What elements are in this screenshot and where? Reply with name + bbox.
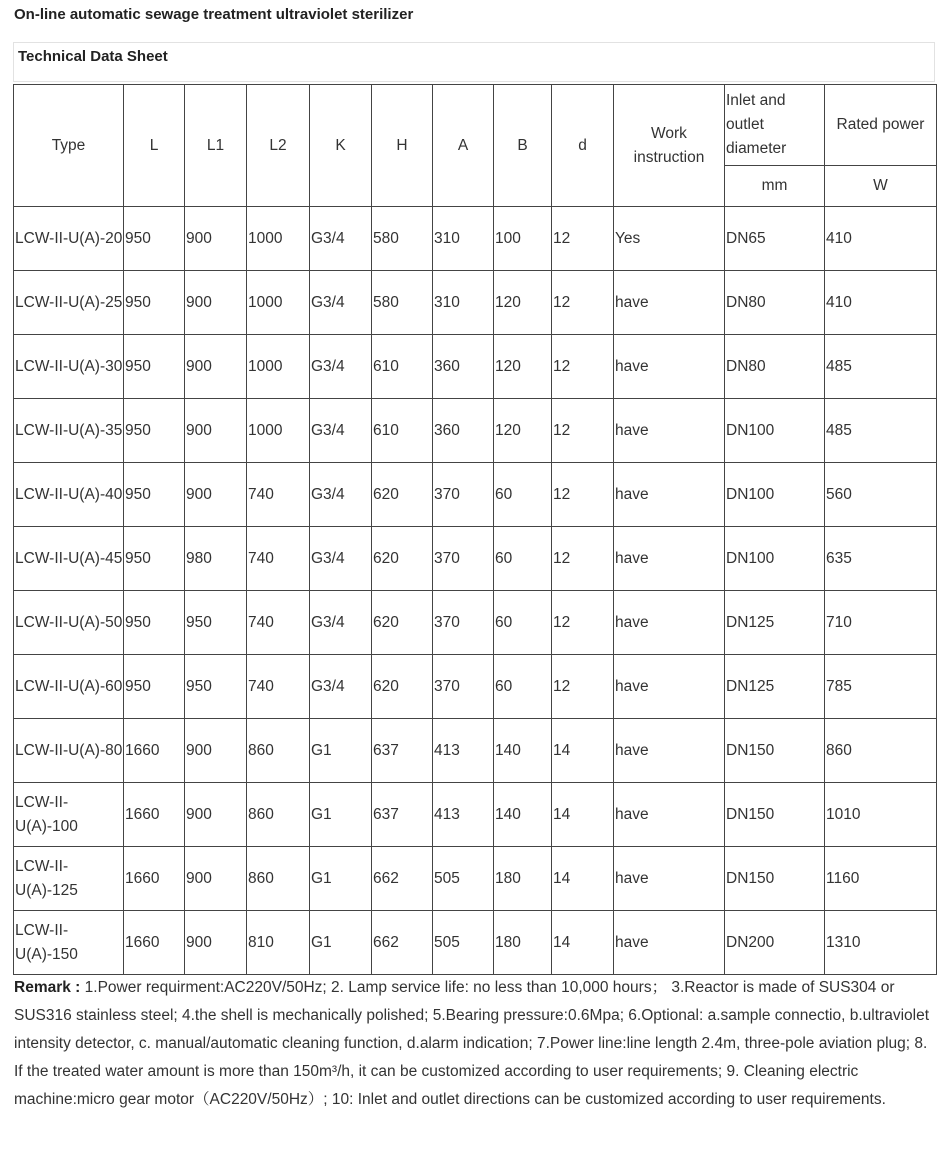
- cell-l2: 1000: [247, 207, 310, 271]
- cell-type: LCW-II-U(A)-80: [14, 719, 124, 783]
- cell-d: 12: [552, 399, 614, 463]
- cell-a: 370: [433, 527, 494, 591]
- cell-d: 12: [552, 335, 614, 399]
- table-row: [14, 591, 937, 655]
- cell-a: 310: [433, 207, 494, 271]
- table-row: [14, 783, 937, 847]
- cell-work-instruction: have: [614, 591, 725, 655]
- cell-b: 120: [494, 399, 552, 463]
- cell-work-instruction: have: [614, 527, 725, 591]
- header-l2: L2: [247, 85, 310, 207]
- cell-inlet-outlet: DN100: [725, 399, 825, 463]
- cell-d: 14: [552, 911, 614, 975]
- cell-a: 370: [433, 655, 494, 719]
- cell-k: G3/4: [310, 207, 372, 271]
- cell-l: 950: [124, 207, 185, 271]
- cell-d: 14: [552, 719, 614, 783]
- cell-a: 370: [433, 591, 494, 655]
- cell-h: 620: [372, 463, 433, 527]
- cell-l1: 950: [185, 591, 247, 655]
- cell-a: 505: [433, 847, 494, 911]
- cell-a: 360: [433, 399, 494, 463]
- cell-work-instruction: have: [614, 335, 725, 399]
- cell-type: LCW-II-U(A)-20: [14, 207, 124, 271]
- cell-type: LCW-II-U(A)-25: [14, 271, 124, 335]
- table-row: [14, 271, 937, 335]
- remark-section: [14, 974, 938, 1114]
- cell-l: 950: [124, 591, 185, 655]
- table-row: [14, 335, 937, 399]
- unit-rated-power: W: [825, 166, 937, 207]
- cell-b: 180: [494, 847, 552, 911]
- cell-rated-power: 410: [825, 207, 937, 271]
- cell-inlet-outlet: DN100: [725, 463, 825, 527]
- cell-h: 620: [372, 527, 433, 591]
- cell-rated-power: 1310: [825, 911, 937, 975]
- cell-inlet-outlet: DN80: [725, 335, 825, 399]
- table-row: [14, 399, 937, 463]
- cell-h: 610: [372, 335, 433, 399]
- cell-work-instruction: have: [614, 399, 725, 463]
- cell-type: LCW-II-U(A)-30: [14, 335, 124, 399]
- cell-inlet-outlet: DN125: [725, 591, 825, 655]
- cell-b: 60: [494, 527, 552, 591]
- cell-k: G1: [310, 783, 372, 847]
- data-sheet-header: [13, 42, 935, 82]
- cell-inlet-outlet: DN100: [725, 527, 825, 591]
- cell-rated-power: 635: [825, 527, 937, 591]
- cell-rated-power: 410: [825, 271, 937, 335]
- cell-l2: 740: [247, 463, 310, 527]
- cell-a: 413: [433, 783, 494, 847]
- cell-l: 950: [124, 335, 185, 399]
- cell-l1: 900: [185, 271, 247, 335]
- cell-b: 140: [494, 719, 552, 783]
- cell-k: G3/4: [310, 335, 372, 399]
- header-d: d: [552, 85, 614, 207]
- cell-l: 950: [124, 399, 185, 463]
- cell-l1: 900: [185, 463, 247, 527]
- cell-l: 950: [124, 463, 185, 527]
- cell-d: 12: [552, 527, 614, 591]
- cell-rated-power: 485: [825, 335, 937, 399]
- page-title: On-line automatic sewage treatment ultraviolet sterilizer: [14, 6, 414, 23]
- cell-l2: 1000: [247, 335, 310, 399]
- cell-d: 14: [552, 847, 614, 911]
- cell-l: 1660: [124, 783, 185, 847]
- table-row: [14, 847, 937, 911]
- cell-inlet-outlet: DN65: [725, 207, 825, 271]
- table-header-row: [14, 85, 937, 166]
- cell-b: 60: [494, 463, 552, 527]
- header-type: Type: [14, 85, 124, 207]
- cell-k: G3/4: [310, 463, 372, 527]
- header-a: A: [433, 85, 494, 207]
- header-b: B: [494, 85, 552, 207]
- cell-work-instruction: have: [614, 655, 725, 719]
- cell-inlet-outlet: DN150: [725, 847, 825, 911]
- cell-h: 637: [372, 719, 433, 783]
- cell-l2: 1000: [247, 271, 310, 335]
- table-row: [14, 719, 937, 783]
- cell-l2: 740: [247, 527, 310, 591]
- cell-work-instruction: have: [614, 271, 725, 335]
- cell-inlet-outlet: DN125: [725, 655, 825, 719]
- table-row: [14, 655, 937, 719]
- cell-rated-power: 485: [825, 399, 937, 463]
- cell-k: G3/4: [310, 591, 372, 655]
- cell-work-instruction: have: [614, 463, 725, 527]
- header-h: H: [372, 85, 433, 207]
- cell-k: G1: [310, 719, 372, 783]
- cell-l2: 860: [247, 719, 310, 783]
- cell-l1: 900: [185, 207, 247, 271]
- cell-l2: 860: [247, 783, 310, 847]
- cell-l: 950: [124, 527, 185, 591]
- cell-b: 60: [494, 655, 552, 719]
- cell-d: 14: [552, 783, 614, 847]
- cell-rated-power: 785: [825, 655, 937, 719]
- table-row: [14, 911, 937, 975]
- cell-inlet-outlet: DN150: [725, 783, 825, 847]
- cell-a: 370: [433, 463, 494, 527]
- cell-h: 662: [372, 847, 433, 911]
- cell-l: 950: [124, 271, 185, 335]
- cell-l1: 900: [185, 847, 247, 911]
- cell-inlet-outlet: DN200: [725, 911, 825, 975]
- cell-d: 12: [552, 271, 614, 335]
- cell-l: 950: [124, 655, 185, 719]
- cell-l2: 860: [247, 847, 310, 911]
- cell-h: 580: [372, 271, 433, 335]
- cell-h: 620: [372, 591, 433, 655]
- cell-type: LCW-II-U(A)-35: [14, 399, 124, 463]
- header-rated-power: Rated power: [825, 85, 937, 166]
- table-row: [14, 463, 937, 527]
- cell-l1: 900: [185, 911, 247, 975]
- cell-work-instruction: Yes: [614, 207, 725, 271]
- technical-data-table: [13, 84, 937, 975]
- header-l1: L1: [185, 85, 247, 207]
- cell-rated-power: 710: [825, 591, 937, 655]
- cell-k: G3/4: [310, 271, 372, 335]
- cell-type: LCW-II-U(A)-40: [14, 463, 124, 527]
- cell-l: 1660: [124, 719, 185, 783]
- cell-rated-power: 1160: [825, 847, 937, 911]
- cell-rated-power: 560: [825, 463, 937, 527]
- cell-h: 637: [372, 783, 433, 847]
- cell-type: LCW-II-U(A)-45: [14, 527, 124, 591]
- cell-b: 120: [494, 335, 552, 399]
- cell-d: 12: [552, 463, 614, 527]
- cell-type: LCW-II-U(A)-125: [14, 847, 124, 911]
- cell-type: LCW-II-U(A)-60: [14, 655, 124, 719]
- unit-inlet-outlet: mm: [725, 166, 825, 207]
- cell-h: 662: [372, 911, 433, 975]
- cell-b: 120: [494, 271, 552, 335]
- cell-l2: 1000: [247, 399, 310, 463]
- cell-a: 360: [433, 335, 494, 399]
- cell-l2: 740: [247, 591, 310, 655]
- cell-work-instruction: have: [614, 911, 725, 975]
- cell-b: 180: [494, 911, 552, 975]
- cell-k: G1: [310, 911, 372, 975]
- cell-k: G3/4: [310, 655, 372, 719]
- cell-b: 60: [494, 591, 552, 655]
- cell-a: 413: [433, 719, 494, 783]
- cell-work-instruction: have: [614, 719, 725, 783]
- cell-k: G1: [310, 847, 372, 911]
- cell-k: G3/4: [310, 399, 372, 463]
- cell-l1: 900: [185, 783, 247, 847]
- cell-rated-power: 1010: [825, 783, 937, 847]
- cell-inlet-outlet: DN80: [725, 271, 825, 335]
- cell-work-instruction: have: [614, 847, 725, 911]
- header-work-instruction: Work instruction: [614, 85, 725, 207]
- header-l: L: [124, 85, 185, 207]
- table-row: [14, 527, 937, 591]
- cell-d: 12: [552, 591, 614, 655]
- data-sheet-title: Technical Data Sheet: [18, 48, 168, 65]
- header-k: K: [310, 85, 372, 207]
- cell-h: 620: [372, 655, 433, 719]
- cell-k: G3/4: [310, 527, 372, 591]
- cell-l1: 900: [185, 719, 247, 783]
- cell-type: LCW-II-U(A)-50: [14, 591, 124, 655]
- cell-h: 580: [372, 207, 433, 271]
- cell-rated-power: 860: [825, 719, 937, 783]
- cell-l1: 980: [185, 527, 247, 591]
- cell-l2: 740: [247, 655, 310, 719]
- cell-l1: 900: [185, 335, 247, 399]
- cell-h: 610: [372, 399, 433, 463]
- remark-label: Remark :: [14, 979, 81, 996]
- cell-l1: 900: [185, 399, 247, 463]
- header-inlet-outlet-diameter: Inlet and outlet diameter: [725, 85, 825, 166]
- cell-a: 310: [433, 271, 494, 335]
- cell-b: 100: [494, 207, 552, 271]
- table-row: [14, 207, 937, 271]
- cell-work-instruction: have: [614, 783, 725, 847]
- cell-type: LCW-II-U(A)-150: [14, 911, 124, 975]
- cell-d: 12: [552, 655, 614, 719]
- cell-l: 1660: [124, 911, 185, 975]
- cell-b: 140: [494, 783, 552, 847]
- cell-d: 12: [552, 207, 614, 271]
- cell-l: 1660: [124, 847, 185, 911]
- cell-type: LCW-II-U(A)-100: [14, 783, 124, 847]
- cell-l2: 810: [247, 911, 310, 975]
- cell-inlet-outlet: DN150: [725, 719, 825, 783]
- cell-a: 505: [433, 911, 494, 975]
- cell-l1: 950: [185, 655, 247, 719]
- remark-text: 1.Power requirment:AC220V/50Hz; 2. Lamp service life: no less than 10,000 hours； 3.Reactor is made of SUS304 or SUS316 stainless steel; 4.the shell is mechanically polished; 5.Bearing pressure:0.6Mpa; 6.Optional: a.sample connectio, b.ultraviolet intensity detector, c. manual/automatic cleaning function, d.alarm indication; 7.Power line:line length 2.4m, three-pole aviation plug; 8. If the treated water amount is more than 150m³/h, it can be customized according to user requirements; 9. Cleaning electric machine:micro gear motor（AC220V/50Hz）; 10: Inlet and outlet directions can be customized according to user requirements.: [14, 979, 929, 1108]
